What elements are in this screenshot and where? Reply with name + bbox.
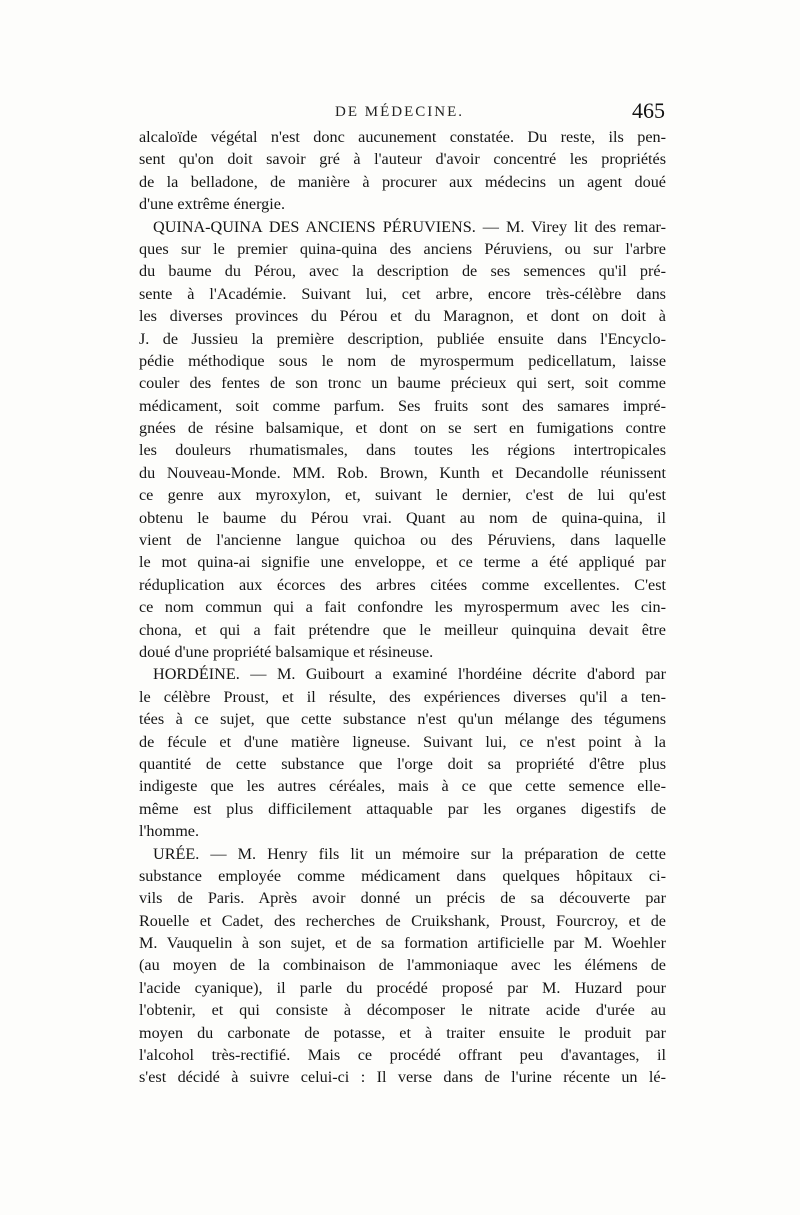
text-line: URÉE. — M. Henry fils lit un mémoire sur la préparation de cette: [153, 844, 666, 863]
text-line: substance employée comme médicament dans quelques hôpitaux ci-: [139, 866, 666, 885]
text-line: HORDÉINE. — M. Guibourt a examiné l'hordéine décrite d'abord par: [153, 665, 666, 684]
text-line: le célèbre Proust, et il résulte, des expériences diverses qu'il a ten-: [139, 687, 666, 706]
text-line: M. Vauquelin à son sujet, et de sa formation artificielle par M. Woehler: [139, 934, 666, 953]
text-line: du Nouveau-Monde. MM. Rob. Brown, Kunth et Decandolle réunissent: [139, 463, 666, 482]
text-line: les douleurs rhumatismales, dans toutes les régions intertropicales: [139, 441, 666, 460]
text-line: du baume du Pérou, avec la description de ses semences qu'il pré-: [139, 262, 666, 281]
text-line: vils de Paris. Après avoir donné un précis de sa découverte par: [139, 889, 666, 908]
text-line: obtenu le baume du Pérou vrai. Quant au nom de quina-quina, il: [139, 508, 666, 527]
text-line: indigeste que les autres céréales, mais à ce que cette semence elle-: [139, 777, 666, 796]
text-line: chona, et qui a fait prétendre que le meilleur quinquina devait être: [139, 620, 666, 639]
page-number: 465: [632, 98, 665, 123]
text-line: sente à l'Académie. Suivant lui, cet arbre, encore très-célèbre dans: [139, 284, 666, 303]
text-line: QUINA-QUINA DES ANCIENS PÉRUVIENS. — M. Virey lit des remar-: [153, 217, 666, 236]
text-line: réduplication aux écorces des arbres citées comme excellentes. C'est: [139, 575, 666, 594]
text-line: l'acide cyanique), il parle du procédé proposé par M. Huzard pour: [139, 978, 666, 997]
text-line: l'obtenir, et qui consiste à décomposer le nitrate acide d'urée au: [139, 1001, 666, 1020]
text-line: l'homme.: [139, 822, 200, 841]
body-text: [139, 126, 666, 1089]
text-line: vient de l'ancienne langue quichoa ou des Péruviens, dans laquelle: [139, 531, 666, 550]
text-line: même est plus difficilement attaquable par les organes digestifs de: [139, 799, 666, 818]
text-line: ce genre aux myroxylon, et, suivant le dernier, c'est de lui qu'est: [139, 486, 666, 505]
text-line: gnées de résine balsamique, et dont on se sert en fumigations contre: [139, 419, 666, 438]
text-line: s'est décidé à suivre celui-ci : Il verse dans de l'urine récente un lé-: [139, 1068, 666, 1087]
text-line: J. de Jussieu la première description, publiée ensuite dans l'Encyclo-: [139, 329, 666, 348]
text-line: de fécule et d'une matière ligneuse. Suivant lui, ce n'est point à la: [139, 732, 666, 751]
text-line: pédie méthodique sous le nom de myrospermum pedicellatum, laisse: [139, 351, 666, 370]
text-line: tées à ce sujet, que cette substance n'est qu'un mélange des tégumens: [139, 710, 666, 729]
text-line: quantité de cette substance que l'orge doit sa propriété d'être plus: [139, 754, 666, 773]
text-line: les diverses provinces du Pérou et du Maragnon, et dont on doit à: [139, 307, 666, 326]
page-header: [140, 98, 665, 128]
text-line: couler des fentes de son tronc un baume précieux qui sert, soit comme: [139, 374, 666, 393]
text-line: d'une extrême énergie.: [139, 195, 285, 214]
text-line: (au moyen de la combinaison de l'ammoniaque avec les élémens de: [139, 956, 666, 975]
text-line: sent qu'on doit savoir gré à l'auteur d'avoir concentré les propriétés: [139, 150, 666, 169]
running-title: DE MÉDECINE.: [335, 104, 464, 120]
text-line: ques sur le premier quina-quina des anciens Péruviens, ou sur l'arbre: [139, 239, 666, 258]
text-line: le mot quina-ai signifie une enveloppe, et ce terme a été appliqué par: [139, 553, 666, 572]
text-line: de la belladone, de manière à procurer aux médecins un agent doué: [139, 172, 666, 191]
text-line: médicament, soit comme parfum. Ses fruits sont des samares impré-: [139, 396, 666, 415]
text-line: ce nom commun qui a fait confondre les myrospermum avec les cin-: [139, 598, 666, 617]
text-line: alcaloïde végétal n'est donc aucunement constatée. Du reste, ils pen-: [139, 128, 666, 146]
text-line: doué d'une propriété balsamique et résineuse.: [139, 642, 434, 661]
text-line: Rouelle et Cadet, des recherches de Cruikshank, Proust, Fourcroy, et de: [139, 911, 666, 930]
text-line: l'alcohol très-rectifié. Mais ce procédé offrant peu d'avantages, il: [139, 1046, 666, 1065]
text-line: moyen du carbonate de potasse, et à traiter ensuite le produit par: [139, 1023, 666, 1042]
